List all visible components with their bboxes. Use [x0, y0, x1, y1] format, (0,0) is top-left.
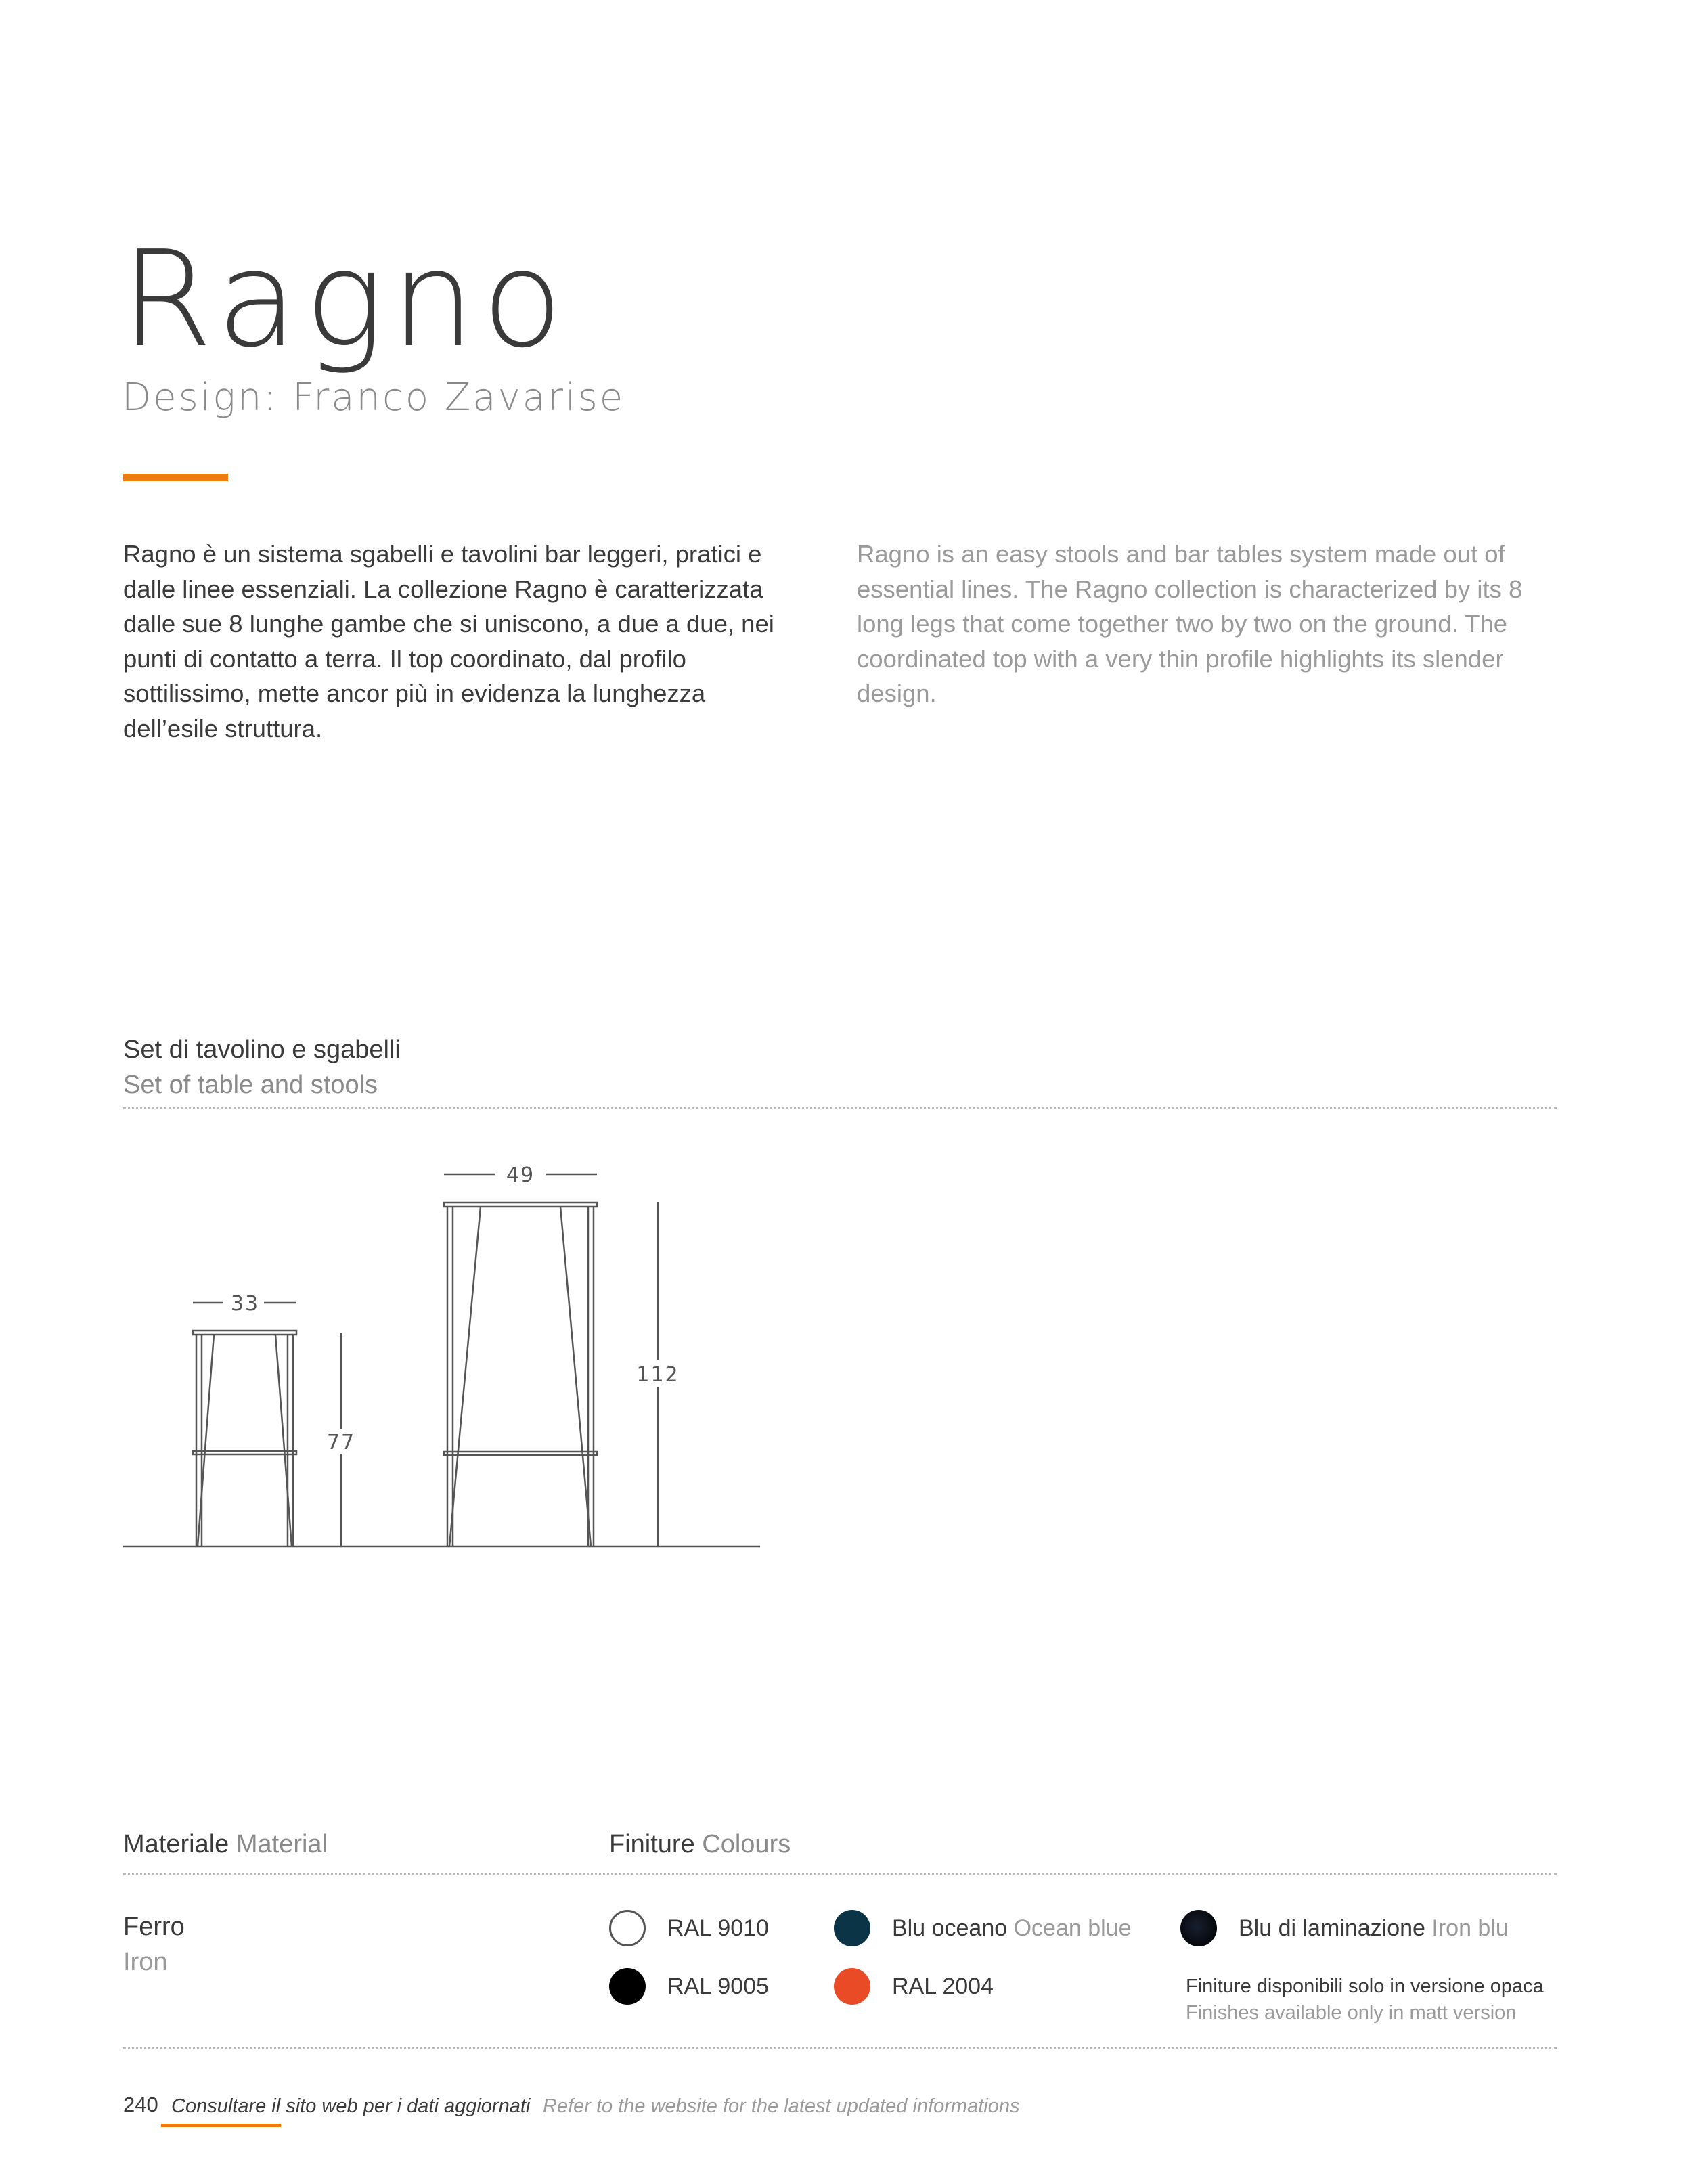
swatch-iron-blu: [1180, 1910, 1217, 1946]
table-leg: [560, 1207, 591, 1546]
page-number: 240: [123, 2093, 158, 2116]
table-leg: [449, 1207, 481, 1546]
material-header: [123, 1830, 328, 1859]
swatch-ral-2004: [834, 1968, 870, 2005]
accent-bar: [123, 474, 228, 481]
product-title: Ragno: [120, 223, 570, 377]
finish-label-iron-blu: Blu di laminazione Iron blu: [1239, 1915, 1509, 1941]
finishes-header-english: Colours: [702, 1830, 791, 1858]
section-title-italian: Set di tavolino e sgabelli: [123, 1035, 401, 1064]
finishes-header-italian: Finiture: [609, 1830, 695, 1858]
table-top: [444, 1203, 597, 1207]
finish-label-ral-9010: RAL 9010: [667, 1915, 769, 1941]
material-value-italian: Ferro: [123, 1913, 185, 1941]
finishes-note-italian: Finiture disponibili solo in versione opaca: [1186, 1976, 1544, 1997]
stool-leg: [275, 1335, 292, 1546]
finish-label-ral-9005: RAL 9005: [667, 1974, 769, 1999]
stool-footrest: [193, 1451, 296, 1454]
stool-seat: [193, 1331, 296, 1335]
material-value-english: Iron: [123, 1948, 168, 1976]
table-width-label: 49: [506, 1163, 535, 1187]
technical-drawing: [0, 1137, 812, 1570]
finish-label-ral-2004: RAL 2004: [892, 1974, 994, 1999]
material-header-english: Material: [236, 1830, 328, 1858]
finishes-note-english: Finishes available only in matt version: [1186, 2002, 1517, 2024]
description-english: Ragno is an easy stools and bar tables system made out of essential lines. The Ragno collection is characterized by its 8 long legs that come together two by two on the ground. The coordinated top with a very thin profile highlights its slender design.: [857, 540, 1523, 707]
finishes-header: [609, 1830, 791, 1859]
description-italian: Ragno è un sistema sgabelli e tavolini bar leggeri, pratici e dalle linee essenziali. La collezione Ragno è caratterizzata dalle sue 8 lunghe gambe che si uniscono, a due a due, nei punti di contatto a terra. Il top coordinato, dal profilo sottilissimo, mette ancor più in evidenza la lunghezza dell’esile struttura.: [123, 540, 774, 742]
stool-leg: [198, 1335, 214, 1546]
swatch-ocean-blue: [834, 1910, 870, 1946]
designer-credit: Design: Franco Zavarise: [122, 376, 625, 420]
footer-note-italian: Consultare il sito web per i dati aggiornati: [171, 2095, 531, 2117]
swatch-ral-9005: [609, 1968, 646, 2005]
stool-width-label: 33: [230, 1292, 260, 1316]
section-divider: [123, 1107, 1557, 1109]
footer-note-english: Refer to the website for the latest updated informations: [543, 2095, 1020, 2117]
stool-height-label: 77: [326, 1431, 356, 1454]
swatch-ral-9010: [609, 1910, 646, 1946]
materials-divider: [123, 1873, 1557, 1875]
finish-label-ocean-blue: Blu oceano Ocean blue: [892, 1915, 1132, 1941]
material-header-italian: Materiale: [123, 1830, 229, 1858]
footer-accent-bar: [161, 2124, 281, 2127]
table-height-label: 112: [636, 1363, 680, 1387]
table-footrest: [444, 1452, 597, 1455]
section-title-english: Set of table and stools: [123, 1071, 378, 1099]
footer-divider: [123, 2047, 1557, 2049]
